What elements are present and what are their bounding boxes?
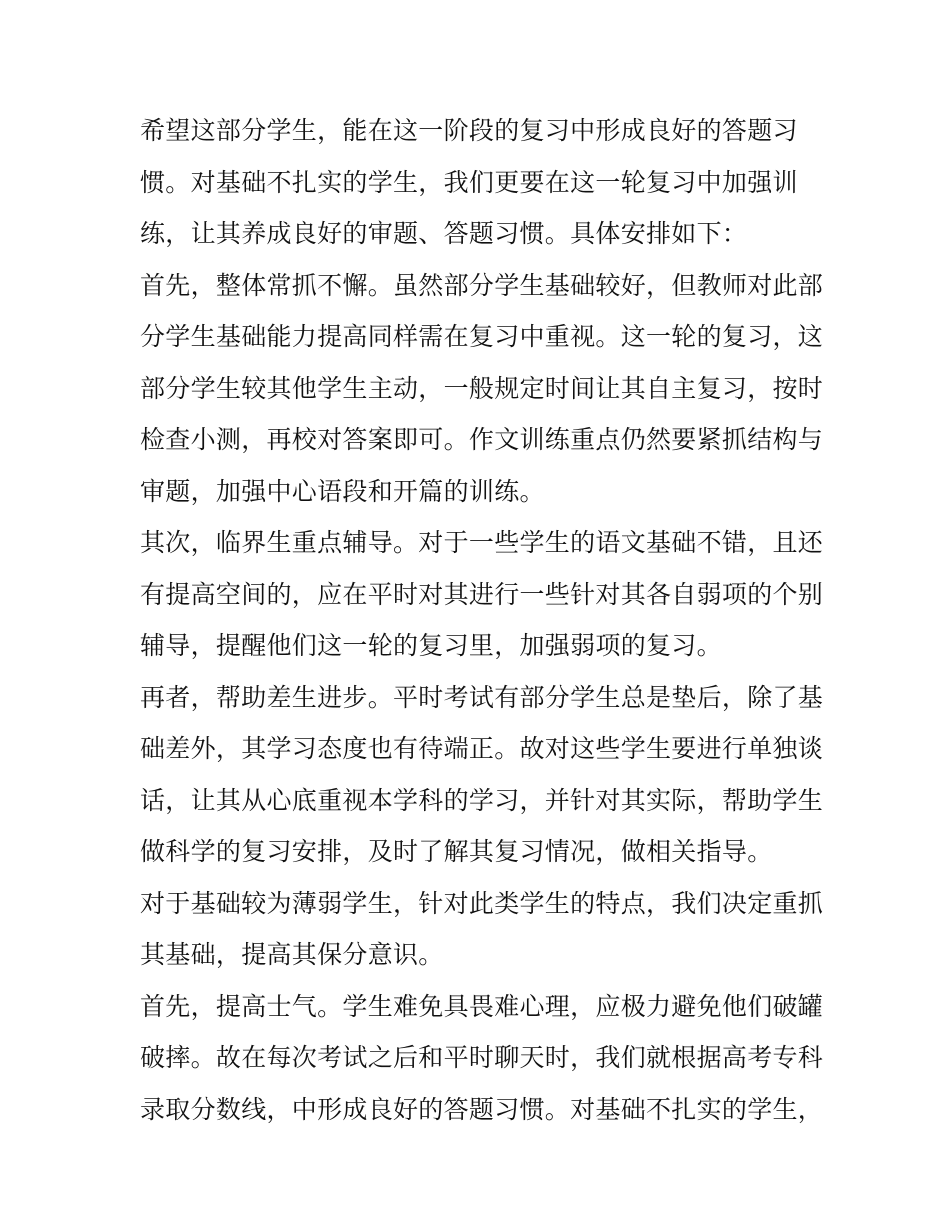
text-line: 希望这部分学生，能在这一阶段的复习中形成良好的答题习 [140, 116, 798, 145]
text-line: 话，让其从心底重视本学科的学习，并针对其实际，帮助学生 [140, 785, 824, 815]
text-line: 做科学的复习安排，及时了解其复习情况，做相关指导。 [140, 837, 773, 866]
text-line: 录取分数线，中形成良好的答题习惯。对基础不扎实的学生， [140, 1094, 824, 1124]
text-line: 辅导，提醒他们这一轮的复习里，加强弱项的复习。 [140, 631, 722, 660]
text-line: 检查小测，再校对答案即可。作文训练重点仍然要紧抓结构与 [140, 425, 824, 454]
text-line: 首先，提高士气。学生难免具畏难心理，应极力避免他们破罐 [140, 991, 824, 1021]
text-line: 再者，帮助差生进步。平时考试有部分学生总是垫后，除了基 [140, 682, 824, 712]
text-line: 础差外，其学习态度也有待端正。故对这些学生要进行单独谈 [140, 734, 824, 763]
text-line: 破摔。故在每次考试之后和平时聊天时，我们就根据高考专科 [140, 1043, 824, 1072]
text-line: 首先，整体常抓不懈。虽然部分学生基础较好，但教师对此部 [140, 270, 824, 300]
text-line: 其次，临界生重点辅导。对于一些学生的语文基础不错，且还 [140, 528, 824, 557]
text-line: 对于基础较为薄弱学生，针对此类学生的特点，我们决定重抓 [140, 888, 824, 918]
text-line: 其基础，提高其保分意识。 [140, 940, 444, 969]
text-line: 分学生基础能力提高同样需在复习中重视。这一轮的复习，这 [140, 322, 824, 351]
text-line: 练，让其养成良好的审题、答题习惯。具体安排如下： [140, 219, 748, 248]
text-line: 部分学生较其他学生主动，一般规定时间让其自主复习，按时 [140, 373, 824, 403]
text-line: 审题，加强中心语段和开篇的训练。 [140, 476, 545, 506]
text-line: 有提高空间的，应在平时对其进行一些针对其各自弱项的个别 [140, 579, 824, 609]
text-line: 惯。对基础不扎实的学生，我们更要在这一轮复习中加强训 [140, 167, 798, 197]
document-body [140, 105, 824, 1135]
